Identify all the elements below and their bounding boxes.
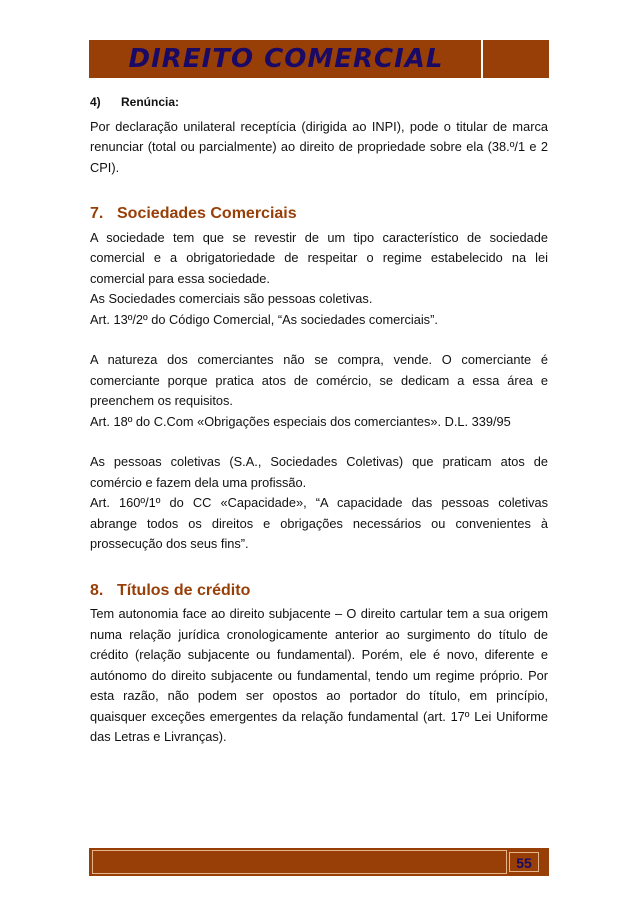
paragraph: A sociedade tem que se revestir de um tipo característico de sociedade comercial e a obrigatoriedade de respeitar o regime estabelecido na lei comercial para essa sociedade. xyxy=(90,229,548,286)
paragraph: Art. 13º/2º do Código Comercial, “As sociedades comerciais”. xyxy=(90,311,438,327)
subsection-heading xyxy=(90,92,548,113)
paragraph: Art. 160º/1º do CC «Capacidade», “A capacidade das pessoas coletivas abrange todos os direitos e obrigações necessários ou convenientes à prossecução dos seus fins”. xyxy=(90,495,548,551)
section-heading-8 xyxy=(90,581,548,602)
page-number: 55 xyxy=(509,852,539,872)
section-title: Sociedades Comerciais xyxy=(117,205,297,222)
paragraph: As Sociedades comerciais são pessoas coletivas. xyxy=(90,291,373,306)
paragraph: Art. 18º do C.Com «Obrigações especiais dos comerciantes». D.L. 339/95 xyxy=(90,413,511,429)
paragraph: As pessoas coletivas (S.A., Sociedades Coletivas) que praticam atos de comércio e fazem dela uma profissão. xyxy=(90,454,548,490)
section-title: Títulos de crédito xyxy=(117,581,251,599)
document-body xyxy=(90,92,548,748)
paragraph-renuncia: Por declaração unilateral receptícia (dirigida ao INPI), pode o titular de marca renunciar (total ou parcialmente) ao direito de propriedade sobre ela (38.º/1 e 2 CPI). xyxy=(90,118,548,175)
section-heading-7 xyxy=(90,204,548,225)
page-header-title: DIREITO COMERCIAL xyxy=(128,44,444,74)
section-number: 7. xyxy=(90,205,104,222)
subsection-number: 4) xyxy=(90,95,101,109)
section-number: 8. xyxy=(90,581,104,599)
paragraph: Tem autonomia face ao direito subjacente – O direito cartular tem a sua origem numa relação jurídica cronologicamente anterior ao surgimento do título de crédito (relação subjacente ou fundamental). Porém, ele é novo, diferente e autónomo do direito subjacente ou fundamental, tendo um regime próprio. Por esta razão, não podem ser opostos ao portador do título, em princípio, quaisquer exceções emergentes da relação fundamental (art. 17º Lei Uniforme das Letras e Livranças). xyxy=(90,606,548,744)
paragraph: A natureza dos comerciantes não se compra, vende. O comerciante é comerciante porque pratica atos de comércio, se dedicam a essa área e preenchem os requisitos. xyxy=(90,352,548,408)
subsection-title: Renúncia: xyxy=(121,95,180,109)
footer-box xyxy=(92,850,507,874)
